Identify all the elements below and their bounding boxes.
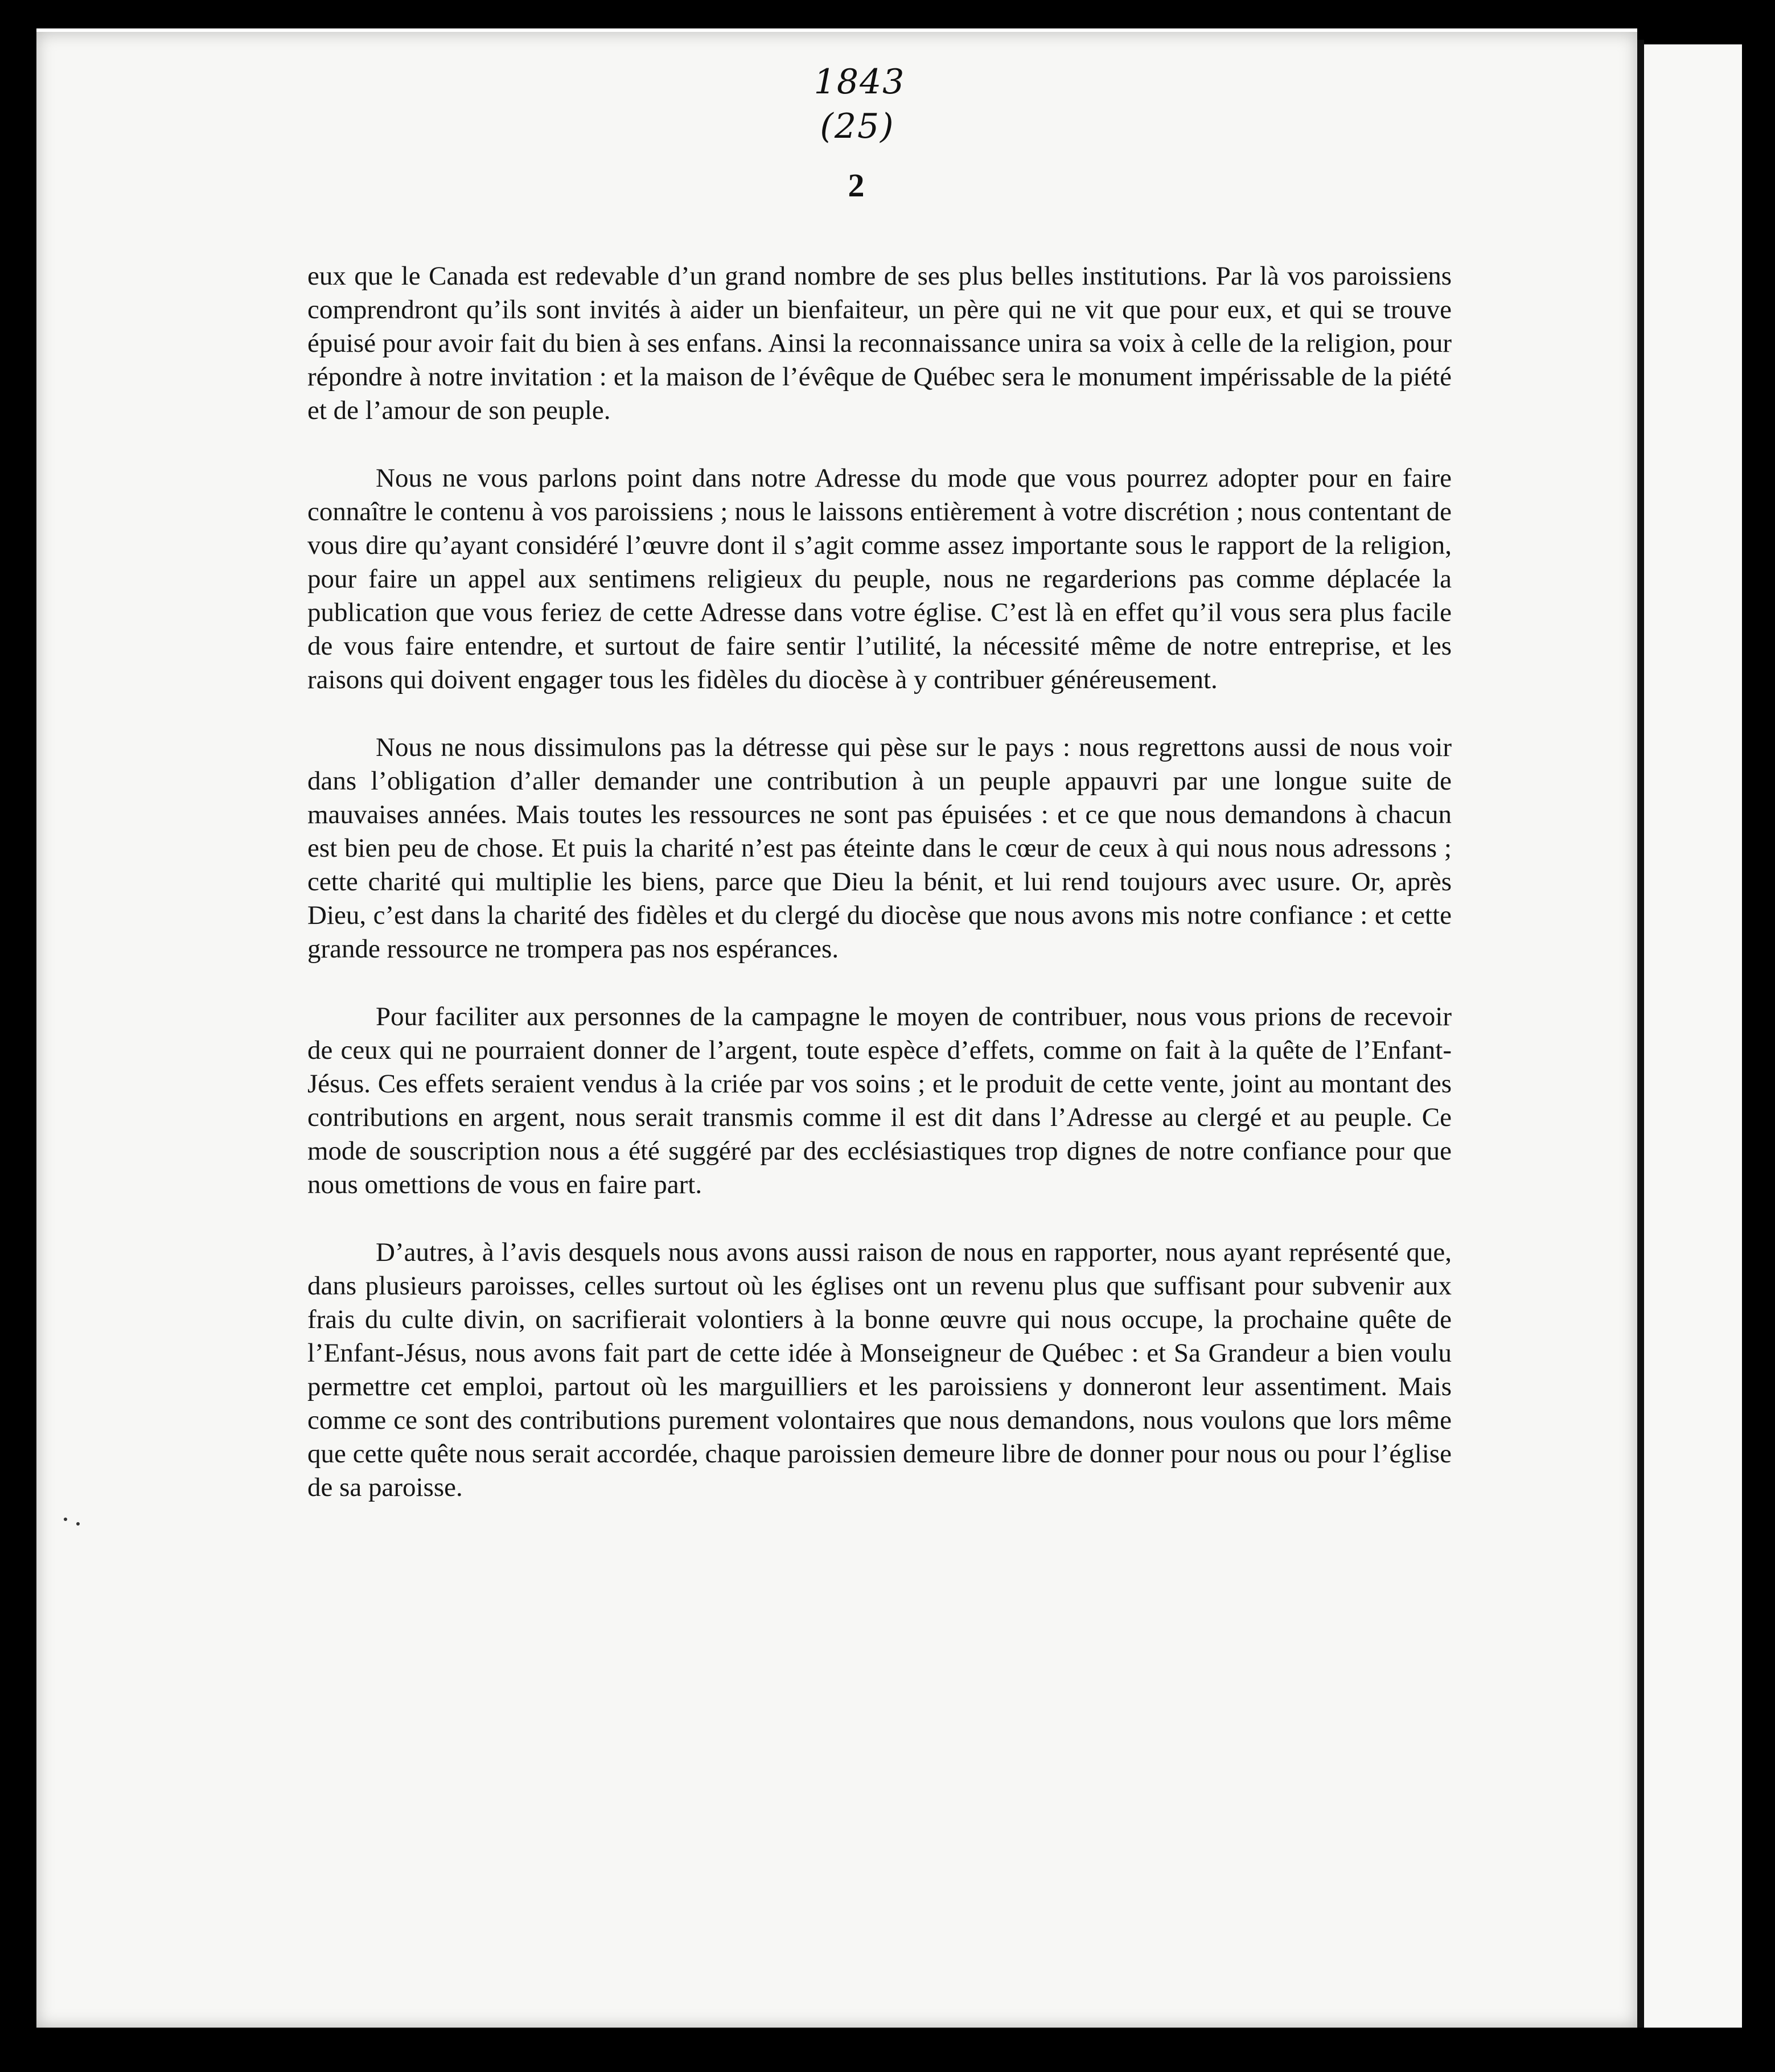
scan-speck	[76, 1522, 80, 1526]
paragraph-5: D’autres, à l’avis desquels nous avons aussi raison de nous en rapporter, nous ayant représenté que, dans plusieurs paroisses, celles surtout où les églises ont un revenu plus que suffisant pour subvenir aux frais du culte divin, on sacrifierait volontiers à la bonne œuvre qui nous occupe, la prochaine quête de l’Enfant-Jésus, nous avons fait part de cette idée à Monseigneur de Québec : et Sa Grandeur a bien voulu permettre cet emploi, partout où les marguilliers et les paroissiens y donneront leur assentiment. Mais comme ce sont des contributions purement volontaires que nous demandons, nous voulons que lors même que cette quête nous serait accordée, chaque paroissien demeure libre de donner pour nous ou pour l’église de sa paroisse.	[307, 1238, 1452, 1502]
handwritten-number: (25)	[820, 106, 895, 146]
paragraph-2: Nous ne vous parlons point dans notre Adresse du mode que vous pourrez adopter pour en faire connaître le contenu à vos paroissiens ; nous le laissons entièrement à votre discrétion ; nous contentant de vous dire qu’ayant considéré l’œuvre dont il s’agit comme assez importante sous le rapport de la religion, pour faire un appel aux sentimens religieux du peuple, nous ne regarderions pas comme déplacée la publication que vous feriez de cette Adresse dans votre église. C’est là en effet qu’il vous sera plus facile de vous faire entendre, et surtout de faire sentir l’utilité, la nécessité même de notre entreprise, et les raisons qui doivent engager tous les fidèles du diocèse à y contribuer généreusement.	[307, 463, 1452, 694]
paragraph-3: Nous ne nous dissimulons pas la détresse qui pèse sur le pays : nous regrettons aussi de nous voir dans l’obligation d’aller demander une contribution à un peuple appauvri par une longue suite de mauvaises années. Mais toutes les ressources ne sont pas épuisées : et ce que nous demandons à chacun est bien peu de chose. Et puis la charité n’est pas éteinte dans le cœur de ceux à qui nous nous adressons ; cette charité qui multiplie les biens, parce que Dieu la bénit, et lui rend toujours avec usure. Or, après Dieu, c’est dans la charité des fidèles et du clergé du diocèse que nous avons mis notre confiance : et cette grande ressource ne trompera pas nos espérances.	[307, 733, 1452, 964]
handwritten-year: 1843	[813, 62, 906, 102]
next-page-margin	[1644, 44, 1742, 2028]
body-text	[307, 260, 1452, 1539]
paragraph-1: eux que le Canada est redevable d’un grand nombre de ses plus belles institutions. Par là vos paroissiens comprendront qu’ils sont invités à aider un bienfaiteur, un père qui ne vit que pour eux, et qui se trouve épuisé pour avoir fait du bien à ses enfans. Ainsi la reconnaissance unira sa voix à celle de la religion, pour répondre à notre invitation : et la maison de l’évêque de Québec sera le monument impérissable de la piété et de l’amour de son peuple.	[307, 261, 1452, 425]
scan-speck	[64, 1518, 67, 1521]
document-page	[36, 32, 1637, 2028]
paragraph-4: Pour faciliter aux personnes de la campagne le moyen de contribuer, nous vous prions de recevoir de ceux qui ne pourraient donner de l’argent, toute espèce d’effets, comme on fait à la quête de l’Enfant-Jésus. Ces effets seraient vendus à la criée par vos soins ; et le produit de cette vente, joint au montant des contributions en argent, nous serait transmis comme il est dit dans l’Adresse au clergé et au peuple. Ce mode de souscription nous a été suggéré par des ecclésiastiques trop dignes de notre confiance pour que nous omettions de vous en faire part.	[307, 1002, 1452, 1199]
page-number: 2	[848, 167, 865, 204]
